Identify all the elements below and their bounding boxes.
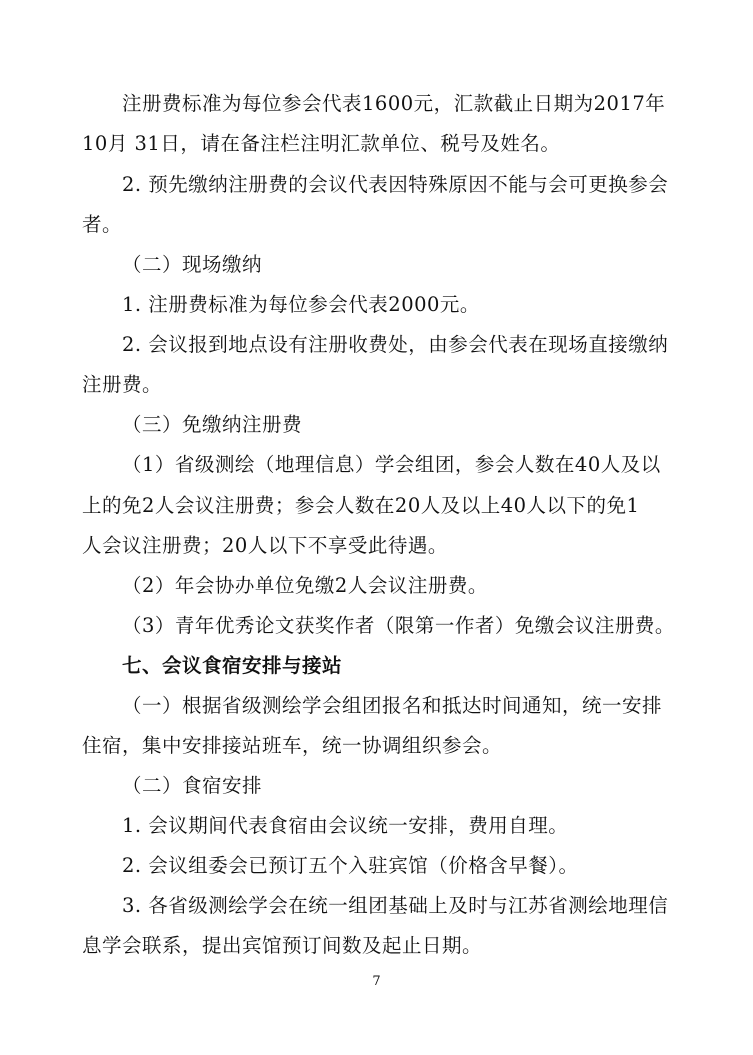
paragraph-line: 2. 会议组委会已预订五个入驻宾馆（价格含早餐）。 xyxy=(122,854,579,877)
paragraph-line: 住宿，集中安排接站班车，统一协调组织参会。 xyxy=(82,734,503,757)
paragraph-line: 上的免2人会议注册费；参会人数在20人及以上40人以下的免1 xyxy=(82,494,640,517)
paragraph-line: 者。 xyxy=(82,213,123,236)
chapter-heading: 七、会议食宿安排与接站 xyxy=(122,654,343,677)
paragraph-line: （3）青年优秀论文获奖作者（限第一作者）免缴会议注册费。 xyxy=(122,614,675,637)
paragraph-line: 1. 注册费标准为每位参会代表2000元。 xyxy=(122,293,480,316)
paragraph-line: 人会议注册费；20人以下不享受此待遇。 xyxy=(82,534,448,557)
paragraph-line: 3. 各省级测绘学会在统一组团基础上及时与江苏省测绘地理信 xyxy=(122,894,669,917)
paragraph-line: 息学会联系，提出宾馆预订间数及起止日期。 xyxy=(82,934,483,957)
paragraph-line: （一）根据省级测绘学会组团报名和抵达时间通知，统一安排 xyxy=(122,694,663,717)
paragraph-line: 2. 预先缴纳注册费的会议代表因特殊原因不能与会可更换参会 xyxy=(122,173,669,196)
section-heading: （二）食宿安排 xyxy=(122,774,263,797)
section-heading: （三）免缴纳注册费 xyxy=(122,413,303,436)
paragraph-line: （1）省级测绘（地理信息）学会组团，参会人数在40人及以 xyxy=(122,453,661,476)
paragraph-line: 注册费标准为每位参会代表1600元，汇款截止日期为2017年 xyxy=(122,92,666,115)
paragraph-line: （2）年会协办单位免缴2人会议注册费。 xyxy=(122,574,488,597)
section-heading: （二）现场缴纳 xyxy=(122,253,263,276)
page-number: 7 xyxy=(372,974,381,989)
paragraph-line: 1. 会议期间代表食宿由会议统一安排，费用自理。 xyxy=(122,814,569,837)
paragraph-line: 注册费。 xyxy=(82,373,163,396)
paragraph-line: 2. 会议报到地点设有注册收费处，由参会代表在现场直接缴纳 xyxy=(122,333,669,356)
paragraph-line: 10月 31日，请在备注栏注明汇款单位、税号及姓名。 xyxy=(82,132,561,155)
